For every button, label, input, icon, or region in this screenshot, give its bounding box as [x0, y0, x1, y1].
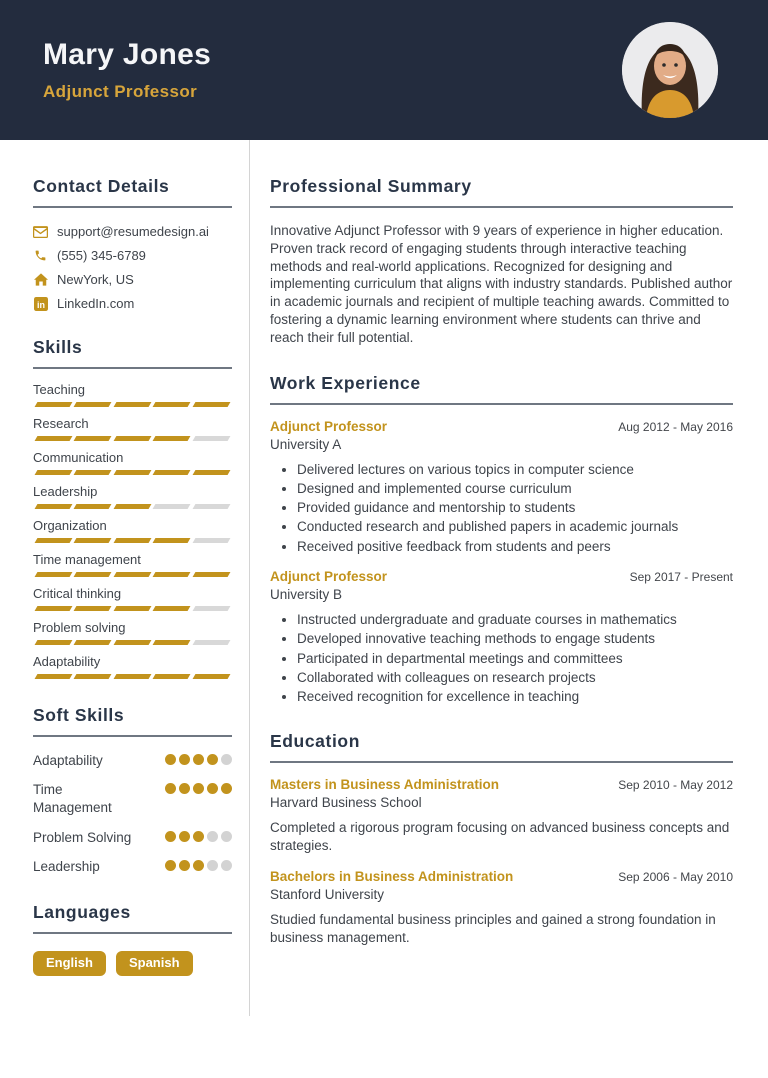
skill-bar-segment	[74, 572, 112, 577]
rating-dot	[165, 831, 176, 842]
skill-bar-segment	[153, 538, 191, 543]
skill-label: Research	[33, 416, 89, 431]
education-header	[270, 777, 733, 792]
skill-bar-segment	[192, 640, 230, 645]
work-experience-heading: Work Experience	[270, 373, 733, 405]
skill-bar-segment	[153, 402, 191, 407]
skill-bar-segment	[113, 436, 151, 441]
languages-heading: Languages	[33, 902, 232, 934]
profile-photo	[622, 22, 718, 118]
soft-skill-label: Problem Solving	[33, 829, 132, 845]
job-company: University B	[270, 587, 343, 603]
skill-label: Problem solving	[33, 620, 126, 635]
skill-bar-segment	[153, 436, 191, 441]
phone-icon	[33, 248, 48, 263]
education-description: Completed a rigorous program focusing on advanced business concepts and strategies.	[270, 820, 730, 854]
rating-dot	[221, 831, 232, 842]
job-entry	[270, 569, 733, 705]
skill-item	[33, 382, 232, 407]
email-icon	[33, 224, 48, 239]
contact-item-text: support@resumedesign.ai	[57, 224, 209, 239]
skill-label: Adaptability	[33, 654, 101, 669]
skills-list	[33, 382, 232, 679]
contact-list	[33, 224, 232, 311]
skill-bar-segment	[153, 470, 191, 475]
skill-bar-segment	[153, 606, 191, 611]
rating-dot	[179, 860, 190, 871]
skill-level-bar	[33, 640, 232, 645]
soft-skill-rating	[165, 860, 232, 871]
skill-bar-segment	[35, 572, 73, 577]
skill-bar-segment	[74, 606, 112, 611]
contact-item-text: NewYork, US	[57, 272, 134, 287]
job-title: Adjunct Professor	[270, 569, 388, 585]
soft-skill-label: Adaptability	[33, 753, 103, 768]
degree-title: Masters in Business Administration	[270, 777, 500, 793]
skill-item	[33, 518, 232, 543]
contact-item	[33, 248, 232, 263]
skill-level-bar	[33, 470, 232, 475]
skill-bar-segment	[192, 606, 230, 611]
skill-bar-segment	[192, 436, 230, 441]
soft-skills-heading: Soft Skills	[33, 705, 232, 737]
skill-bar-segment	[35, 674, 73, 679]
job-bullet: • Designed and implemented course curriculum	[297, 480, 733, 497]
soft-skill-rating	[165, 754, 232, 765]
main-column	[250, 140, 768, 1078]
job-bullet: • Received positive feedback from students and peers	[297, 538, 733, 555]
education-section	[270, 731, 733, 946]
skill-label: Time management	[33, 552, 141, 567]
rating-dot	[207, 754, 218, 765]
skill-bar-segment	[153, 674, 191, 679]
job-bullet: • Collaborated with colleagues on research projects	[297, 669, 733, 686]
skill-label: Leadership	[33, 484, 98, 499]
contact-item-text: LinkedIn.com	[57, 296, 135, 311]
rating-dot	[207, 831, 218, 842]
rating-dot	[221, 783, 232, 794]
skill-bar-segment	[74, 640, 112, 645]
person-job-title: Adjunct Professor	[43, 82, 198, 101]
skill-bar-segment	[35, 504, 73, 509]
soft-skill-item	[33, 829, 232, 847]
education-list	[270, 777, 733, 946]
rating-dot	[165, 754, 176, 765]
skill-bar-segment	[113, 538, 151, 543]
skill-bar-segment	[113, 504, 151, 509]
rating-dot	[207, 860, 218, 871]
summary-heading: Professional Summary	[270, 176, 733, 208]
contact-item	[33, 224, 232, 239]
skill-label: Communication	[33, 450, 124, 465]
education-dates: Sep 2006 - May 2010	[618, 869, 733, 884]
skill-bar-segment	[35, 470, 73, 475]
education-dates: Sep 2010 - May 2012	[618, 778, 733, 793]
skill-level-bar	[33, 436, 232, 441]
skill-label: Teaching	[33, 382, 86, 397]
job-company: University A	[270, 436, 342, 452]
rating-dot	[207, 783, 218, 794]
person-name: Mary Jones	[43, 38, 212, 71]
rating-dot	[193, 860, 204, 871]
soft-skill-label: Leadership	[33, 858, 100, 874]
job-bullet-list	[270, 461, 733, 555]
skill-item	[33, 416, 232, 441]
skill-label: Critical thinking	[33, 586, 122, 601]
contact-item-text: (555) 345-6789	[57, 248, 146, 263]
resume-body	[0, 140, 768, 1078]
skill-bar-segment	[35, 606, 73, 611]
skill-bar-segment	[113, 606, 151, 611]
skill-item	[33, 552, 232, 577]
skill-level-bar	[33, 674, 232, 679]
job-bullet: • Participated in departmental meetings and committees	[297, 650, 733, 667]
job-bullet: • Developed innovative teaching methods to engage students	[297, 630, 733, 647]
language-badge: English	[33, 951, 106, 976]
summary-text: Innovative Adjunct Professor with 9 years of experience in higher education. Proven track record of engaging students through interactive teaching methods and real-world applications. Recognized for designing and implementing curriculum that aligns with industry standards. Published author in academic journals and recipient of multiple teaching awards. Committed to fostering a dynamic learning environment where students can thrive and reach their full potential.	[270, 223, 733, 345]
column-divider	[249, 140, 250, 1016]
languages-list	[33, 951, 232, 976]
skill-bar-segment	[192, 572, 230, 577]
rating-dot	[179, 831, 190, 842]
rating-dot	[165, 783, 176, 794]
jobs-list	[270, 419, 733, 706]
skill-item	[33, 484, 232, 509]
skill-bar-segment	[74, 436, 112, 441]
sidebar	[0, 140, 250, 1078]
rating-dot	[221, 754, 232, 765]
skill-bar-segment	[35, 640, 73, 645]
contact-item	[33, 296, 232, 311]
skill-label: Organization	[33, 518, 107, 533]
skill-bar-segment	[113, 402, 151, 407]
job-dates: Sep 2017 - Present	[629, 570, 733, 585]
skill-bar-segment	[192, 470, 230, 475]
rating-dot	[179, 754, 190, 765]
school-name: Stanford University	[270, 886, 385, 902]
soft-skills-section	[33, 705, 232, 876]
skill-level-bar	[33, 572, 232, 577]
skill-bar-segment	[113, 640, 151, 645]
svg-text:in: in	[36, 299, 45, 310]
job-header	[270, 569, 733, 584]
skill-item	[33, 450, 232, 475]
skills-heading: Skills	[33, 337, 232, 369]
skill-bar-segment	[113, 470, 151, 475]
skill-bar-segment	[153, 504, 191, 509]
skill-bar-segment	[192, 504, 230, 509]
job-bullet-list	[270, 611, 733, 705]
skill-level-bar	[33, 402, 232, 407]
skill-bar-segment	[74, 504, 112, 509]
rating-dot	[193, 831, 204, 842]
contact-item	[33, 272, 232, 287]
work-experience-section	[270, 373, 733, 706]
job-bullet: • Received recognition for excellence in teaching	[297, 688, 733, 705]
job-entry	[270, 419, 733, 555]
education-entry	[270, 777, 733, 855]
skill-bar-segment	[153, 640, 191, 645]
rating-dot	[193, 754, 204, 765]
contact-section	[33, 176, 232, 311]
home-icon	[33, 272, 48, 287]
skill-bar-segment	[153, 572, 191, 577]
soft-skill-item	[33, 781, 232, 817]
degree-title: Bachelors in Business Administration	[270, 868, 514, 884]
job-header	[270, 419, 733, 434]
soft-skill-rating	[165, 783, 232, 794]
job-title: Adjunct Professor	[270, 418, 388, 434]
skill-bar-segment	[192, 402, 230, 407]
job-bullet: • Instructed undergraduate and graduate courses in mathematics	[297, 611, 733, 628]
skill-bar-segment	[35, 402, 73, 407]
job-dates: Aug 2012 - May 2016	[618, 419, 733, 434]
soft-skill-item	[33, 752, 232, 770]
profile-photo-illustration	[622, 22, 718, 118]
skill-bar-segment	[113, 572, 151, 577]
education-header	[270, 869, 733, 884]
skill-bar-segment	[35, 538, 73, 543]
skill-bar-segment	[74, 538, 112, 543]
skills-section	[33, 337, 232, 679]
skill-item	[33, 586, 232, 611]
skill-level-bar	[33, 606, 232, 611]
rating-dot	[221, 860, 232, 871]
school-name: Harvard Business School	[270, 795, 422, 811]
language-badge: Spanish	[116, 951, 193, 976]
rating-dot	[165, 860, 176, 871]
job-bullet: • Conducted research and published papers in academic journals	[297, 518, 733, 535]
education-entry	[270, 869, 733, 947]
soft-skill-item	[33, 858, 232, 876]
skill-bar-segment	[74, 402, 112, 407]
skill-bar-segment	[74, 470, 112, 475]
skill-item	[33, 620, 232, 645]
soft-skills-list	[33, 752, 232, 876]
rating-dot	[193, 783, 204, 794]
soft-skill-label: Time Management	[33, 782, 112, 816]
contact-heading: Contact Details	[33, 176, 232, 208]
skill-bar-segment	[113, 674, 151, 679]
resume-header	[0, 0, 768, 140]
skill-bar-segment	[192, 674, 230, 679]
skill-level-bar	[33, 504, 232, 509]
job-bullet: • Provided guidance and mentorship to students	[297, 499, 733, 516]
rating-dot	[179, 783, 190, 794]
summary-section	[270, 176, 733, 347]
skill-level-bar	[33, 538, 232, 543]
soft-skill-rating	[165, 831, 232, 842]
skill-item	[33, 654, 232, 679]
skill-bar-segment	[192, 538, 230, 543]
linkedin-icon	[33, 296, 48, 311]
skill-bar-segment	[74, 674, 112, 679]
skill-bar-segment	[35, 436, 73, 441]
education-description: Studied fundamental business principles and gained a strong foundation in business management.	[270, 911, 716, 945]
education-heading: Education	[270, 731, 733, 763]
job-bullet: • Delivered lectures on various topics in computer science	[297, 461, 733, 478]
languages-section	[33, 902, 232, 976]
